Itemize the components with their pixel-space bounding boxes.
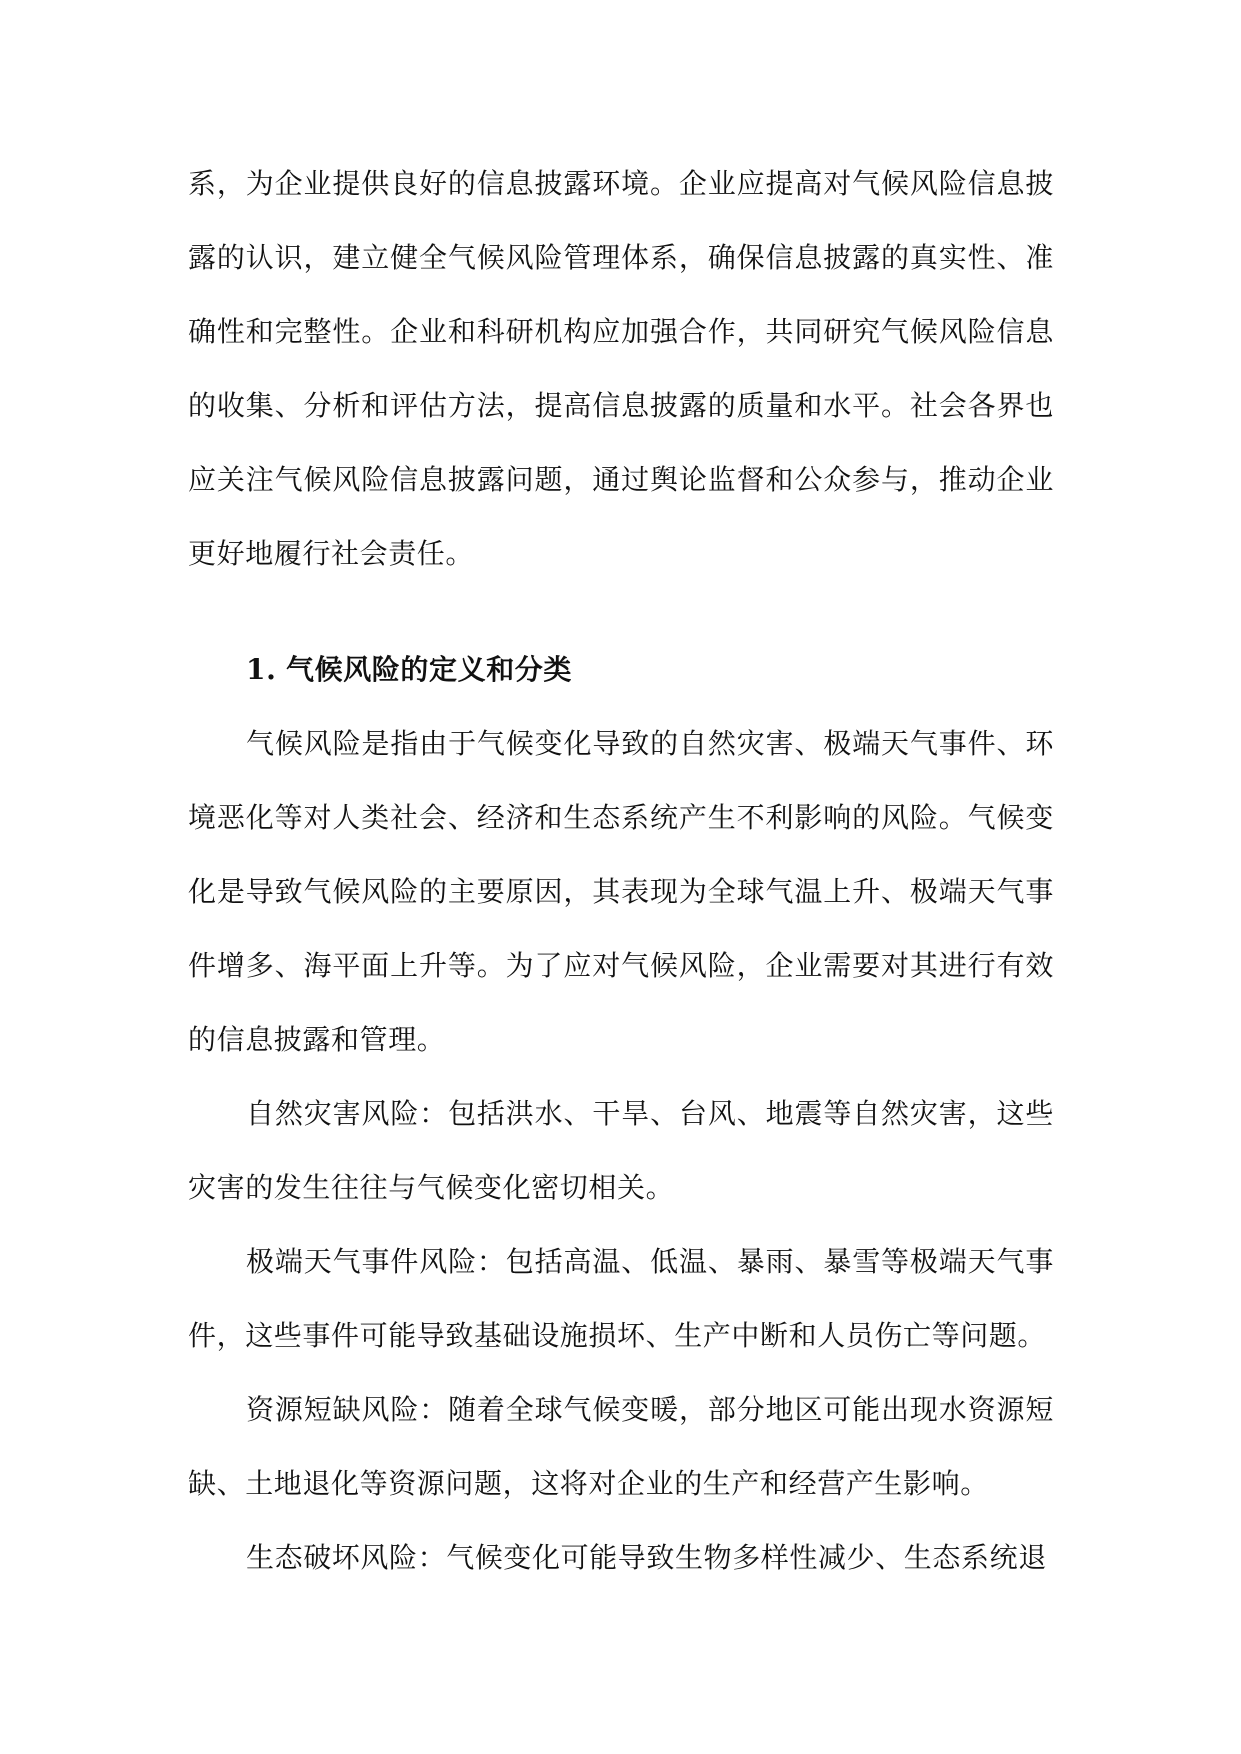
intro-paragraph: 系，为企业提供良好的信息披露环境。企业应提高对气候风险信息披露的认识，建立健全气候风险管理体系，确保信息披露的真实性、准确性和完整性。企业和科研机构应加强合作，共同研究气候风险信息的收集、分析和评估方法，提高信息披露的质量和水平。社会各界也应关注气候风险信息披露问题，通过舆论监督和公众参与，推动企业更好地履行社会责任。 xyxy=(188,167,1054,570)
section-heading xyxy=(188,591,1054,707)
section-title: 气候风险的定义和分类 xyxy=(286,653,573,686)
resource-shortage-risk-paragraph: 资源短缺风险：随着全球气候变暖，部分地区可能出现水资源短缺、土地退化等资源问题，这将对企业的生产和经营产生影响。 xyxy=(188,1393,1054,1500)
section-number: 1. xyxy=(246,653,277,686)
page-content xyxy=(188,147,1054,1595)
extreme-weather-risk-paragraph: 极端天气事件风险：包括高温、低温、暴雨、暴雪等极端天气事件，这些事件可能导致基础设施损坏、生产中断和人员伤亡等问题。 xyxy=(188,1245,1054,1352)
ecological-damage-risk-paragraph: 生态破坏风险：气候变化可能导致生物多样性减少、生态系统退 xyxy=(246,1541,1047,1574)
definition-paragraph: 气候风险是指由于气候变化导致的自然灾害、极端天气事件、环境恶化等对人类社会、经济和生态系统产生不利影响的风险。气候变化是导致气候风险的主要原因，其表现为全球气温上升、极端天气事件增多、海平面上升等。为了应对气候风险，企业需要对其进行有效的信息披露和管理。 xyxy=(188,727,1054,1056)
natural-disaster-risk-paragraph: 自然灾害风险：包括洪水、干旱、台风、地震等自然灾害，这些灾害的发生往往与气候变化密切相关。 xyxy=(188,1097,1054,1204)
